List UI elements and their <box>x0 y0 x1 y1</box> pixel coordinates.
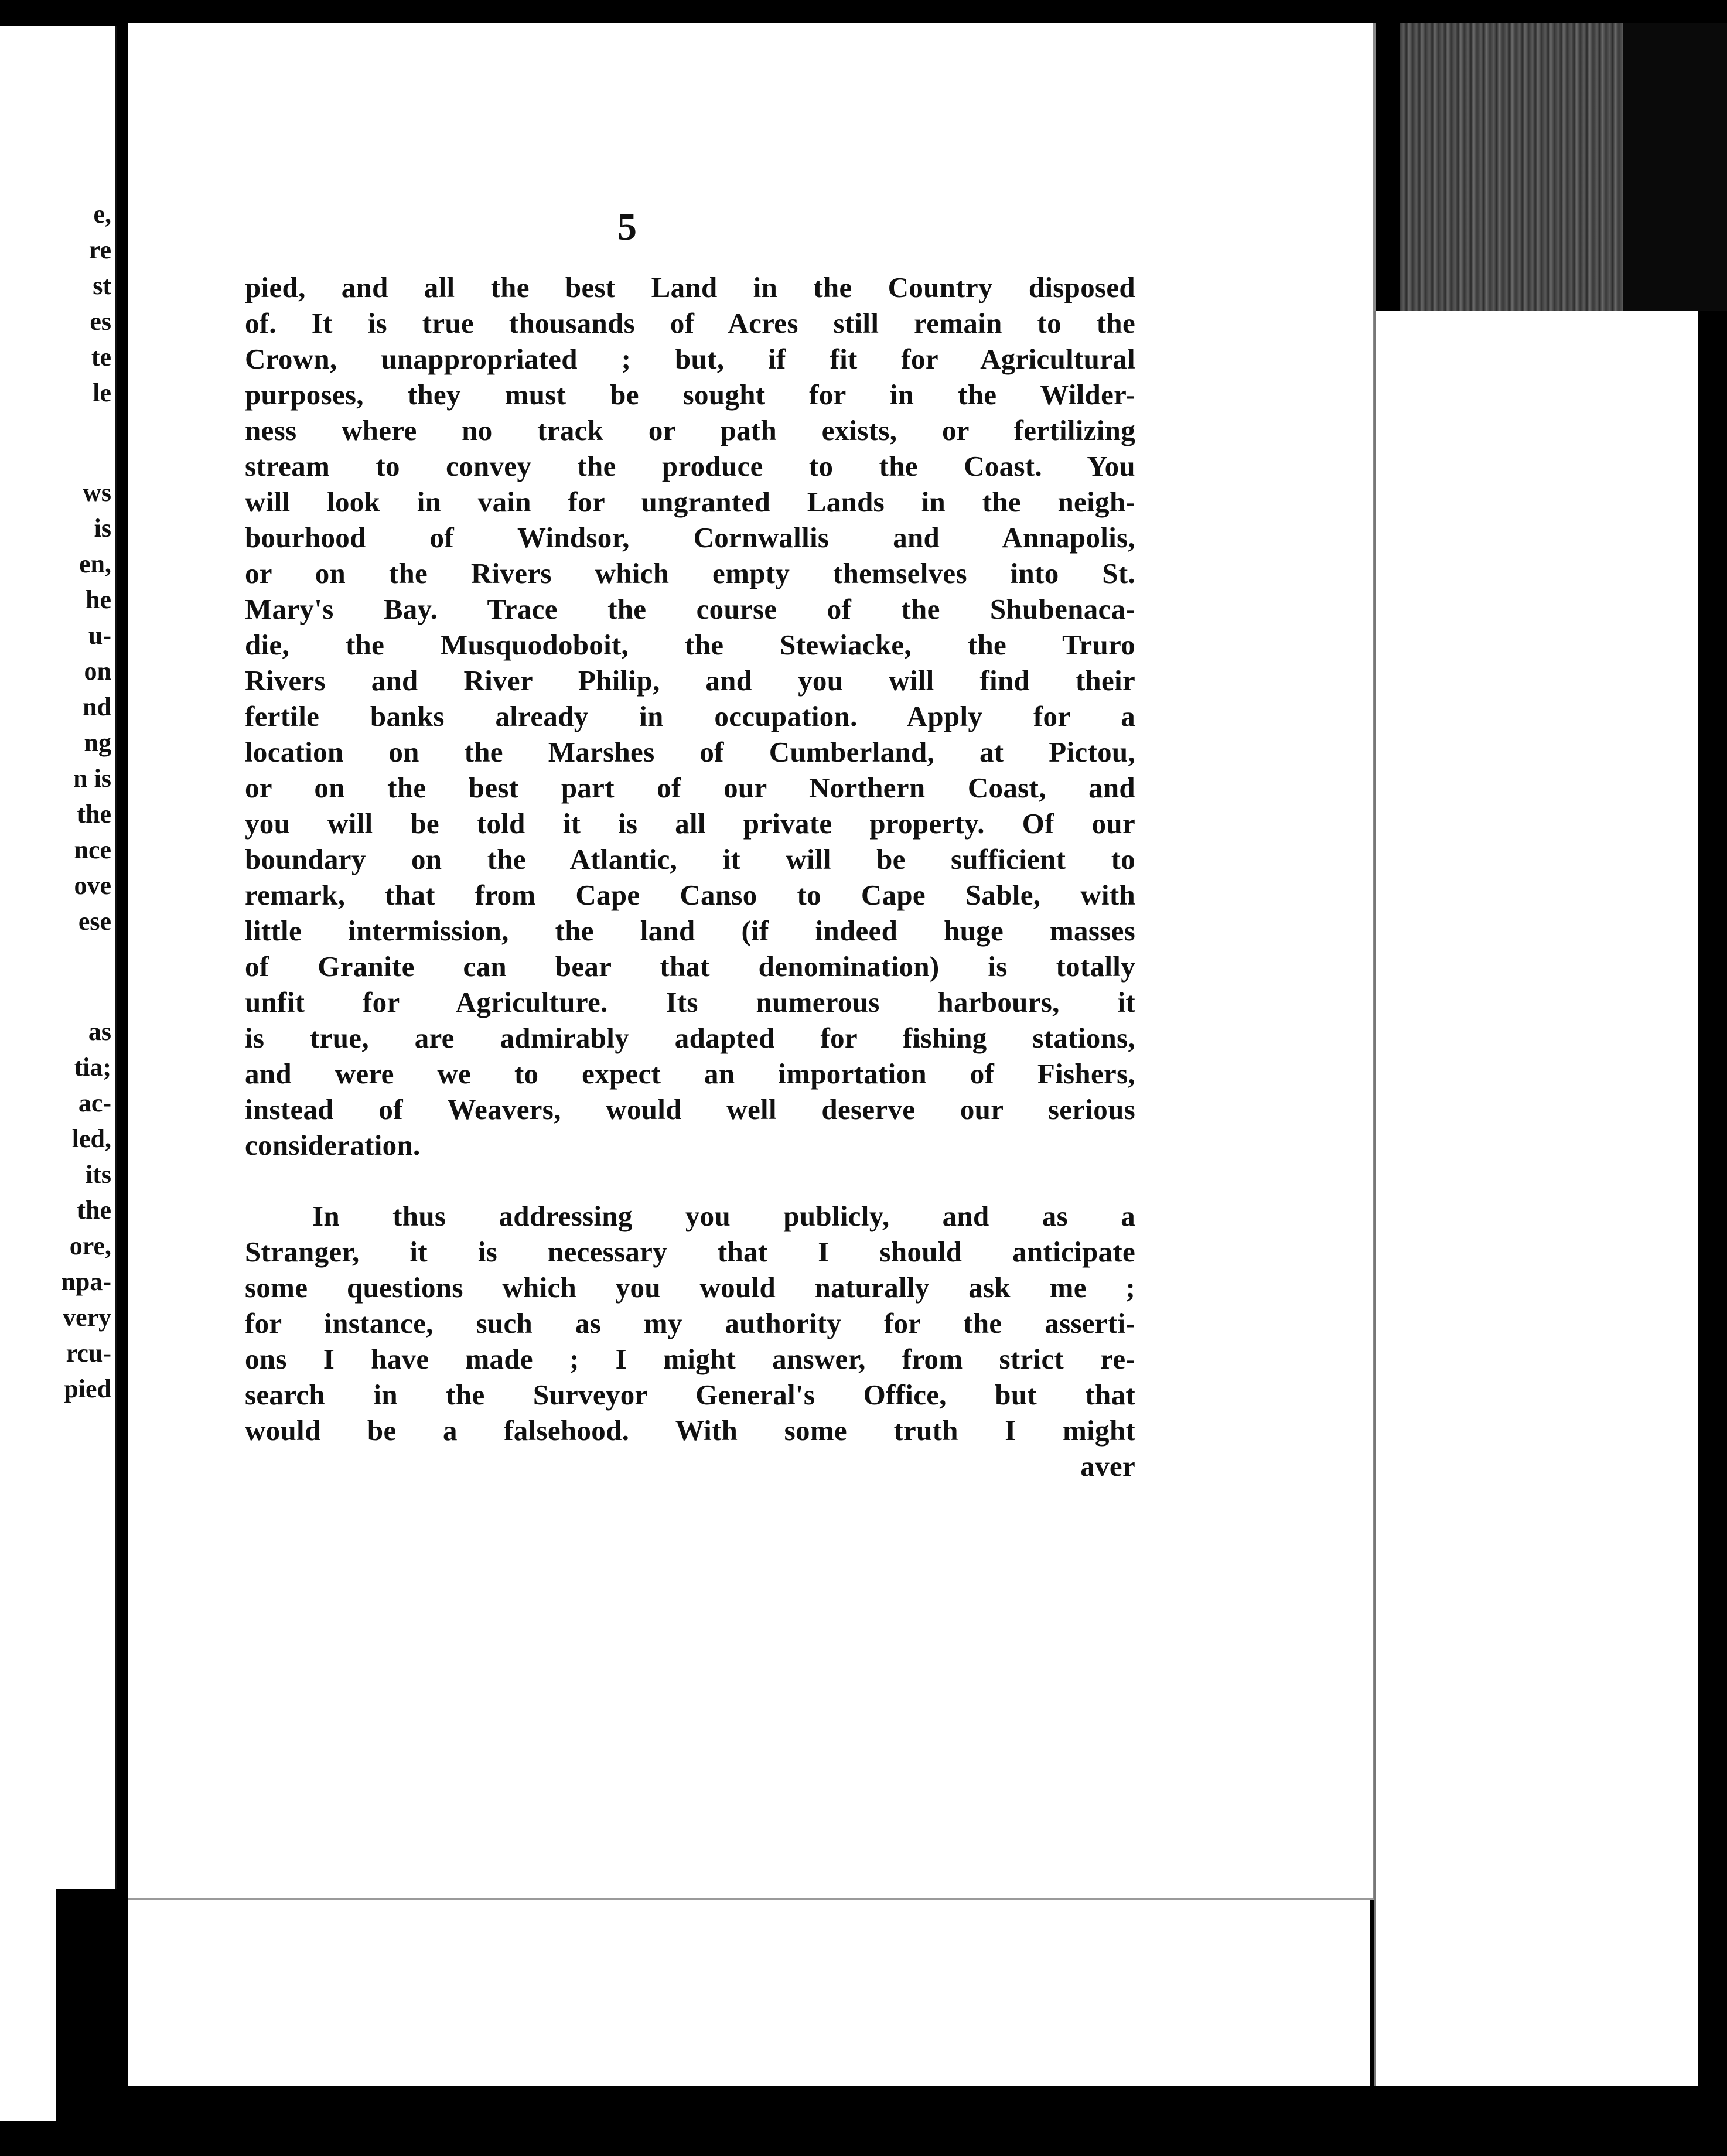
text-line: Crown, unappropriated ; but, if fit for Agricultural <box>245 343 1135 375</box>
prev-line-ending: the <box>77 1196 111 1224</box>
text-line: Rivers and River Philip, and you will find their <box>245 664 1135 697</box>
text-line: purposes, they must be sought for in the Wilder- <box>245 378 1135 411</box>
text-line: boundary on the Atlantic, it will be sufficient to <box>245 843 1135 875</box>
text-line: would be a falsehood. With some truth I might <box>245 1414 1135 1447</box>
prev-line-ending: le <box>93 378 111 407</box>
text-line: location on the Marshes of Cumberland, at Pictou, <box>245 736 1135 768</box>
prev-line-ending: npa- <box>61 1267 111 1296</box>
text-line: ness where no track or path exists, or fertilizing <box>245 414 1135 446</box>
page-sheet <box>128 23 1376 1900</box>
text-line: Mary's Bay. Trace the course of the Shubenaca- <box>245 593 1135 625</box>
prev-line-ending: ore, <box>69 1231 111 1260</box>
main-page <box>128 23 1370 2086</box>
text-line: is true, are admirably adapted for fishing stations, <box>245 1022 1135 1054</box>
prev-line-ending: u- <box>88 621 111 650</box>
prev-line-ending: ac- <box>78 1089 111 1117</box>
body-text <box>245 270 1135 1484</box>
text-line: stream to convey the produce to the Coast. You <box>245 450 1135 482</box>
text-line: or on the Rivers which empty themselves into St. <box>245 557 1135 589</box>
text-line: ons I have made ; I might answer, from strict re- <box>245 1343 1135 1375</box>
prev-line-ending: nd <box>83 692 111 721</box>
prev-line-ending: on <box>84 657 111 685</box>
prev-line-ending: e, <box>93 200 111 228</box>
paragraph-gap <box>245 1163 1135 1198</box>
prev-line-ending: led, <box>71 1124 111 1153</box>
prev-line-ending: tia; <box>74 1053 111 1082</box>
prev-line-ending: en, <box>79 550 111 578</box>
prev-line-ending: the <box>77 800 111 828</box>
prev-line-ending: its <box>86 1160 111 1189</box>
prev-line-ending: as <box>88 1017 111 1046</box>
text-line: instead of Weavers, would well deserve our serious <box>245 1093 1135 1125</box>
text-line: consideration. <box>245 1129 421 1161</box>
prev-line-ending: very <box>62 1303 111 1332</box>
text-line: or on the best part of our Northern Coast, and <box>245 772 1135 804</box>
prev-line-ending: nce <box>74 835 111 864</box>
prev-line-ending: ove <box>74 871 111 900</box>
text-line: unfit for Agriculture. Its numerous harbours, it <box>245 986 1135 1018</box>
text-line: bourhood of Windsor, Cornwallis and Annapolis, <box>245 521 1135 554</box>
prev-line-ending: pied <box>64 1374 111 1403</box>
prev-line-ending: re <box>88 236 111 264</box>
previous-page-fragment <box>0 26 117 1889</box>
prev-line-ending: ese <box>78 907 111 936</box>
text-line: of. It is true thousands of Acres still remain to the <box>245 307 1135 339</box>
text-line: fertile banks already in occupation. Apply for a <box>245 700 1135 732</box>
catchword: aver <box>1080 1450 1135 1482</box>
paragraph <box>245 270 1135 1163</box>
text-line: In thus addressing you publicly, and as a <box>312 1200 1135 1232</box>
text-line: die, the Musquodoboit, the Stewiacke, the Truro <box>245 629 1135 661</box>
text-line: of Granite can bear that denomination) is totally <box>245 950 1135 983</box>
previous-page-lower-edge <box>0 1875 56 2121</box>
text-line: Stranger, it is necessary that I should anticipate <box>245 1236 1135 1268</box>
prev-line-ending: te <box>91 343 111 371</box>
text-line: pied, and all the best Land in the Country disposed <box>245 271 1135 303</box>
prev-line-ending: is <box>94 514 111 543</box>
text-line: for instance, such as my authority for the asserti- <box>245 1307 1135 1339</box>
book-edge <box>1400 23 1623 311</box>
text-line: remark, that from Cape Canso to Cape Sable, with <box>245 879 1135 911</box>
text-line: will look in vain for ungranted Lands in the neigh- <box>245 486 1135 518</box>
prev-line-ending: ws <box>83 478 111 507</box>
adjacent-blank-sheet <box>1374 311 1698 2086</box>
paragraph <box>245 1198 1135 1484</box>
text-line: search in the Surveyor General's Office, but that <box>245 1379 1135 1411</box>
prev-line-ending: n is <box>73 764 111 793</box>
text-line: and were we to expect an importation of Fishers, <box>245 1057 1135 1090</box>
prev-line-ending: ng <box>84 728 111 757</box>
prev-line-ending: es <box>90 307 111 336</box>
prev-line-ending: st <box>93 271 111 300</box>
prev-line-ending: he <box>86 585 111 614</box>
book-edge-shadow <box>1623 23 1727 311</box>
prev-line-ending: rcu- <box>66 1339 111 1367</box>
text-line: you will be told it is all private property. Of our <box>245 807 1135 840</box>
text-line: little intermission, the land (if indeed huge masses <box>245 915 1135 947</box>
text-line: some questions which you would naturally ask me ; <box>245 1271 1135 1304</box>
page-number: 5 <box>617 206 637 248</box>
